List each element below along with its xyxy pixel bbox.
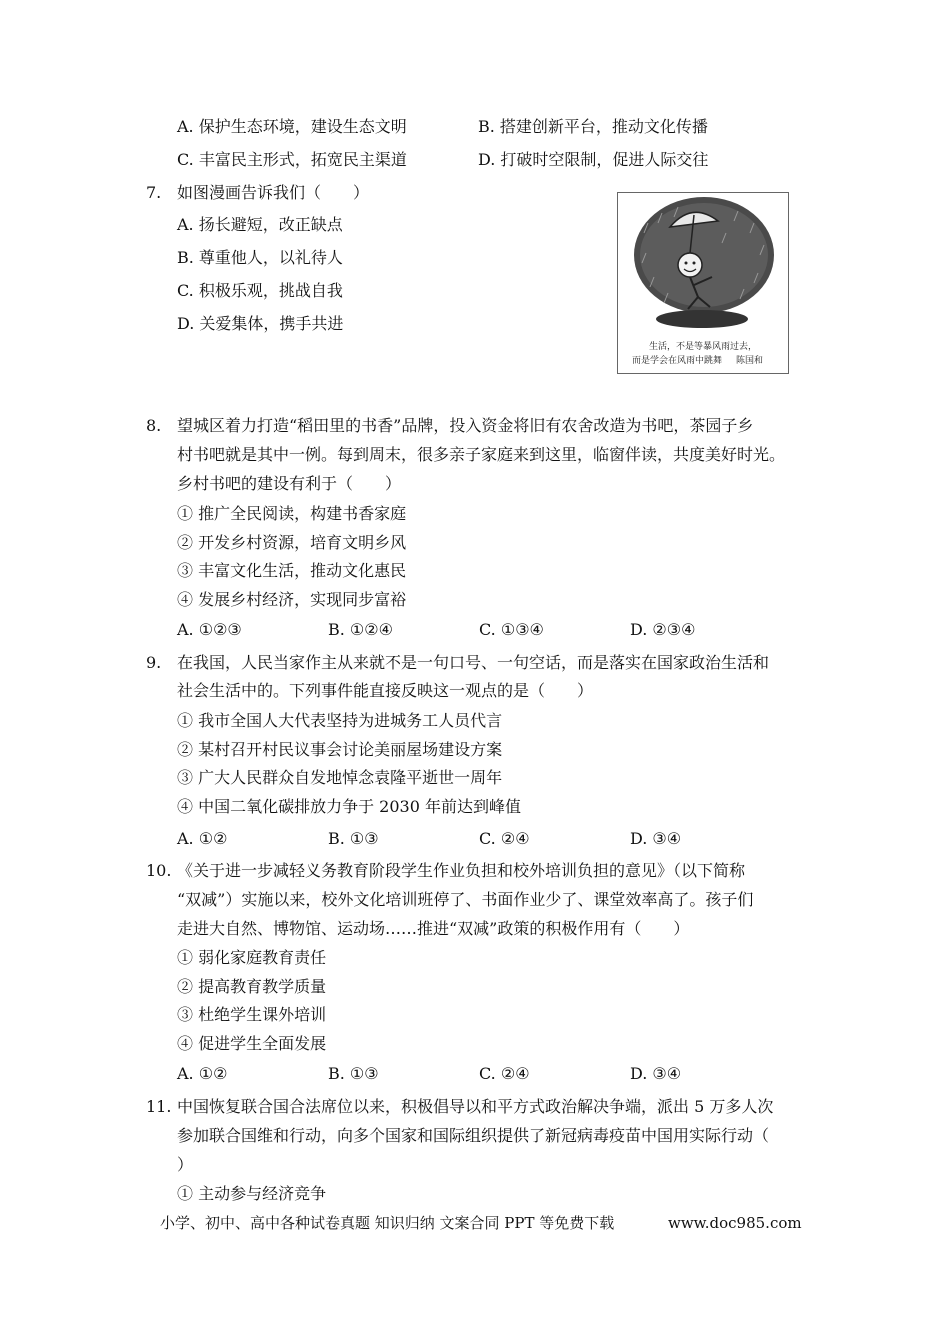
q8-stem-line-3: 乡村书吧的建设有利于（ ） (177, 474, 402, 493)
q8-number: 8. (146, 416, 162, 435)
q10-option-d: D. ③④ (630, 1064, 682, 1083)
q7-comic-image (617, 192, 789, 374)
q7-option-c: C. 积极乐观，挑战自我 (177, 281, 343, 300)
q9-option-d: D. ③④ (630, 829, 682, 848)
q7-option-b: B. 尊重他人，以礼待人 (177, 248, 343, 267)
q10-number: 10. (146, 861, 172, 880)
q10-item-1: ① 弱化家庭教育责任 (177, 948, 327, 967)
q11-stem-line-2: 参加联合国维和行动，向多个国家和国际组织提供了新冠病毒疫苗中国用实际行动（ (177, 1126, 770, 1145)
q8-stem-line-1: 望城区着力打造“稻田里的书香”品牌，投入资金将旧有农舍改造为书吧，茶园子乡 (177, 416, 754, 435)
q6-option-d: D. 打破时空限制，促进人际交往 (478, 150, 709, 169)
q10-item-2: ② 提高教育教学质量 (177, 977, 327, 996)
q10-option-a: A. ①② (177, 1064, 228, 1083)
q8-item-4: ④ 发展乡村经济，实现同步富裕 (177, 590, 407, 609)
q8-stem-line-2: 村书吧就是其中一例。每到周末，很多亲子家庭来到这里，临窗伴读，共度美好时光。 (177, 445, 786, 464)
q6-option-a: A. 保护生态环境，建设生态文明 (177, 117, 407, 136)
q10-stem-line-2: “双减”）实施以来，校外文化培训班停了、书面作业少了、课堂效率高了。孩子们 (177, 890, 754, 909)
comic-author: 陈国和 (736, 356, 764, 366)
q11-stem-line-3: ） (177, 1155, 194, 1174)
q11-number: 11. (146, 1097, 172, 1116)
q8-item-1: ① 推广全民阅读，构建书香家庭 (177, 504, 407, 523)
q11-item-1: ① 主动参与经济竞争 (177, 1184, 327, 1203)
q10-item-4: ④ 促进学生全面发展 (177, 1034, 327, 1053)
q9-item-1: ① 我市全国人大代表坚持为进城务工人员代言 (177, 711, 503, 730)
q7-number: 7. (146, 183, 162, 202)
q10-option-c: C. ②④ (479, 1064, 530, 1083)
comic-caption-line-2: 而是学会在风雨中跳舞 (632, 356, 723, 366)
q8-item-3: ③ 丰富文化生活，推动文化惠民 (177, 561, 407, 580)
page-footer (160, 1213, 802, 1233)
comic-illustration (618, 193, 788, 333)
q10-option-b: B. ①③ (328, 1064, 379, 1083)
footer-text: 小学、初中、高中各种试卷真题 知识归纳 文案合同 PPT 等免费下载 (160, 1214, 615, 1232)
q10-stem-line-1: 《关于进一步减轻义务教育阶段学生作业负担和校外培训负担的意见》（以下简称 (177, 861, 746, 880)
q7-stem: 如图漫画告诉我们（ ） (177, 183, 370, 202)
q6-option-c: C. 丰富民主形式，拓宽民主渠道 (177, 150, 407, 169)
q9-item-4: ④ 中国二氧化碳排放力争于 2030 年前达到峰值 (177, 797, 521, 816)
q6-option-b: B. 搭建创新平台，推动文化传播 (478, 117, 708, 136)
q8-item-2: ② 开发乡村资源，培育文明乡风 (177, 533, 407, 552)
q10-item-3: ③ 杜绝学生课外培训 (177, 1005, 327, 1024)
q8-option-d: D. ②③④ (630, 620, 696, 639)
q8-option-b: B. ①②④ (328, 620, 393, 639)
q7-option-d: D. 关爱集体，携手共进 (177, 314, 344, 333)
comic-caption-line-1: 生活，不是等暴风雨过去， (648, 342, 757, 352)
q9-option-a: A. ①② (177, 829, 228, 848)
q9-option-c: C. ②④ (479, 829, 530, 848)
q9-number: 9. (146, 653, 162, 672)
q9-item-2: ② 某村召开村民议事会讨论美丽屋场建设方案 (177, 740, 503, 759)
q9-option-b: B. ①③ (328, 829, 379, 848)
q7-option-a: A. 扬长避短，改正缺点 (177, 215, 343, 234)
q10-stem-line-3: 走进大自然、博物馆、运动场……推进“双减”政策的积极作用有（ ） (177, 919, 690, 938)
q9-item-3: ③ 广大人民群众自发地悼念袁隆平逝世一周年 (177, 768, 503, 787)
q11-stem-line-1: 中国恢复联合国合法席位以来，积极倡导以和平方式政治解决争端，派出 5 万多人次 (177, 1097, 774, 1116)
q8-option-c: C. ①③④ (479, 620, 544, 639)
q9-stem-line-1: 在我国，人民当家作主从来就不是一句口号、一句空话，而是落实在国家政治生活和 (177, 653, 770, 672)
q9-stem-line-2: 社会生活中的。下列事件能直接反映这一观点的是（ ） (177, 681, 594, 700)
q8-option-a: A. ①②③ (177, 620, 242, 639)
footer-url-link[interactable]: www.doc985.com (668, 1214, 802, 1232)
